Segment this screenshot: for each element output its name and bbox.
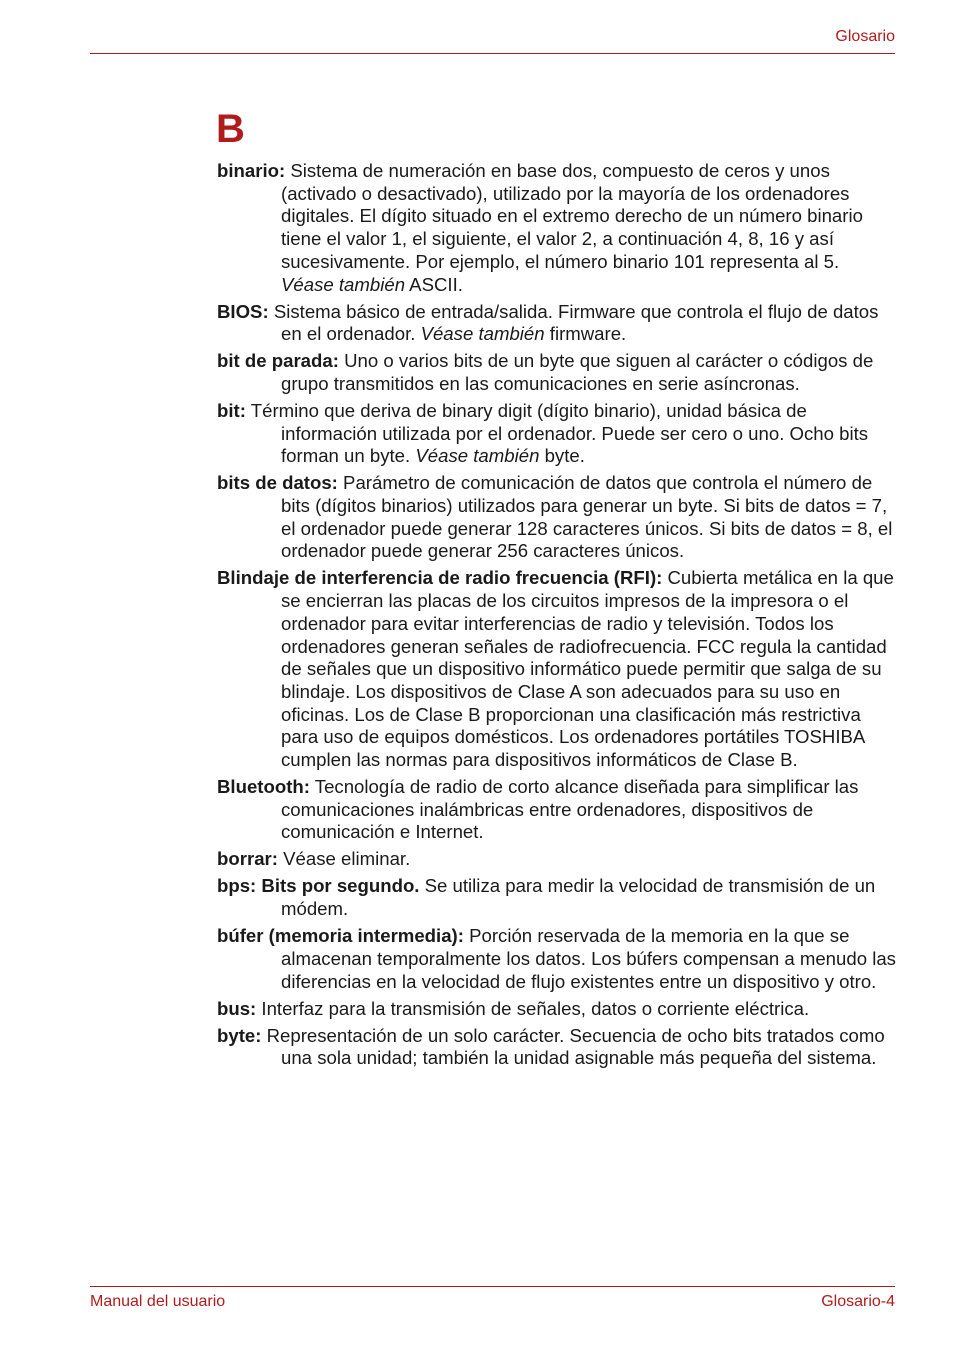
entry-definition: Se utiliza para medir la velocidad de transmisión de un módem. [281,875,876,920]
entry-term: borrar: [217,848,278,870]
glossary-entry-list [217,160,897,1074]
entry-definition: Tecnología de radio de corto alcance diseñada para simplificar las comunicaciones inalámbricas entre ordenadores, dispositivos de comunicación e Internet. [281,776,859,843]
glossary-entry [217,400,897,468]
entry-term: bit de parada: [217,350,339,372]
entry-see-also: Véase también [281,273,406,295]
header-divider [90,53,895,54]
entry-definition: Cubierta metálica en la que se encierran las placas de los circuitos impresos de la impresora o el ordenador para evitar interferencias de radio y televisión. Todos los ordenadores generan señales de radiofrecuencia. FCC regula la cantidad de señales que un dispositivo informático puede permitir que salga de su blindaje. Los dispositivos de Clase A son adecuados para su uso en oficinas. Los de Clase B proporcionan una clasificación más restrictiva para uso de equipos domésticos. Los ordenadores portátiles TOSHIBA cumplen las normas para dispositivos informáticos de Clase B. [281,567,894,771]
entry-term: byte: [217,1024,262,1046]
entry-see-also: Véase también [420,323,545,345]
entry-term: bps: Bits por segundo. [217,875,420,897]
entry-definition: Interfaz para la transmisión de señales, datos o corriente eléctrica. [256,997,810,1019]
entry-term: bus: [217,997,257,1019]
entry-term: Bluetooth: [217,776,310,798]
entry-see-also-target: byte. [539,445,585,467]
glossary-entry [217,567,897,771]
entry-definition: Uno o varios bits de un byte que siguen al carácter o códigos de grupo transmitidos en las comunicaciones en serie asíncronas. [281,350,874,394]
footer-divider [90,1286,895,1287]
entry-definition: Porción reservada de la memoria en la que se almacenan temporalmente los datos. Los búfers compensan a menudo las diferencias en la velocidad de flujo existentes entre un dispositivo y otro. [281,925,896,992]
header-section-title: Glosario [835,28,895,45]
entry-definition: Representación de un solo carácter. Secuencia de ocho bits tratados como una sola unidad; también la unidad asignable más pequeña del sistema. [261,1024,885,1069]
glossary-entry [217,472,897,563]
glossary-entry [217,1025,897,1070]
glossary-entry [217,301,897,346]
glossary-entry [217,998,897,1021]
footer-page-number: Glosario-4 [821,1293,895,1310]
glossary-entry [217,350,897,395]
entry-see-also: Véase también [415,445,540,467]
glossary-entry [217,875,897,920]
section-letter-heading: B [216,107,245,151]
entry-term: binario: [217,160,286,181]
entry-term: Blindaje de interferencia de radio frecuencia (RFI): [217,567,663,589]
entry-definition: Sistema de numeración en base dos, compuesto de ceros y unos (activado o desactivado), utilizado por la mayoría de los ordenadores digitales. El dígito situado en el extremo derecho de un número binario tiene el valor 1, el siguiente, el valor 2, a continuación 4, 8, 16 y así sucesivamente. Por ejemplo, el número binario 101 representa al 5. [281,160,863,272]
entry-term: BIOS: [217,300,269,322]
entry-see-also-target: ASCII. [405,273,463,295]
entry-definition: Sistema básico de entrada/salida. Firmware que controla el flujo de datos en el ordenador. [268,300,879,345]
glossary-entry [217,925,897,993]
entry-term: búfer (memoria intermedia): [217,925,464,947]
entry-see-also-target: firmware. [544,323,627,345]
entry-term: bit: [217,399,246,421]
entry-term: bits de datos: [217,472,338,494]
entry-definition: Véase eliminar. [277,848,411,870]
entry-definition: Parámetro de comunicación de datos que controla el número de bits (dígitos binarios) utilizados para generar un byte. Si bits de datos = 7, el ordenador puede generar 128 caracteres únicos. Si bits de datos = 8, el ordenador puede generar 256 caracteres únicos. [281,472,893,562]
entry-definition: Término que deriva de binary digit (dígito binario), unidad básica de información utilizada por el ordenador. Puede ser cero o uno. Ocho bits forman un byte. [245,399,869,467]
glossary-entry [217,848,897,871]
footer-manual-title: Manual del usuario [90,1293,226,1310]
glossary-entry [217,160,897,296]
glossary-entry [217,776,897,844]
